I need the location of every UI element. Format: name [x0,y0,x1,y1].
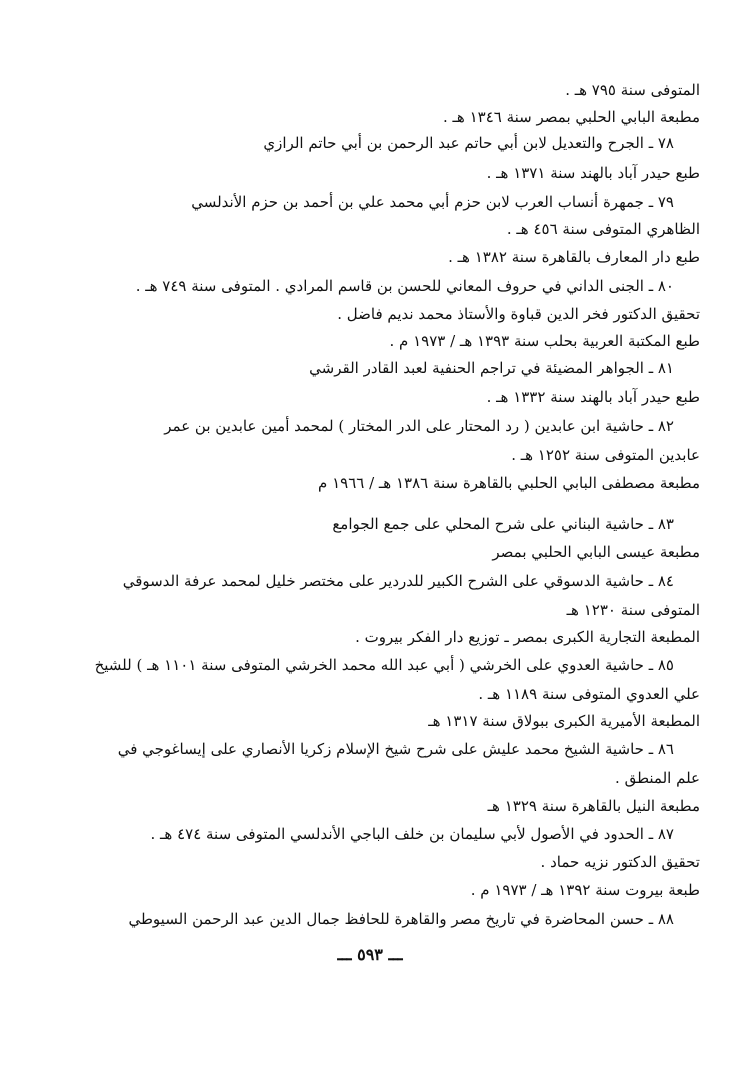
text-line: المتوفى سنة ١٢٣٠ هـ [566,601,700,619]
entry-88: ٨٨ ـ حسن المحاضرة في تاريخ مصر والقاهرة للحافظ جمال الدين عبد الرحمن السيوطي [128,910,674,928]
text-line: تحقيق الدكتور نزيه حماد . [540,853,700,871]
page-number: ـــ ٥٩٣ ـــ [337,945,403,964]
text-line: تحقيق الدكتور فخر الدين قباوة والأستاذ محمد نديم فاضل . [337,305,700,323]
text-line: علم المنطق . [615,769,700,787]
text-line: المتوفى سنة ٧٩٥ هـ . [565,81,700,99]
text-line: مطبعة مصطفى البابي الحلبي بالقاهرة سنة ١٣٨٦ هـ / ١٩٦٦ م [318,474,700,492]
text-line: طبعة بيروت سنة ١٣٩٢ هـ / ١٩٧٣ م . [470,881,700,899]
text-line: عابدين المتوفى سنة ١٢٥٢ هـ . [511,446,700,464]
entry-86: ٨٦ ـ حاشية الشيخ محمد عليش على شرح شيخ الإسلام زكريا الأنصاري على إيساغوجي في [117,740,674,758]
text-line: طبع المكتبة العربية بحلب سنة ١٣٩٣ هـ / ١٩٧٣ م . [389,332,700,350]
text-line: طبع حيدر آباد بالهند سنة ١٣٣٢ هـ . [486,388,700,406]
text-line: الظاهري المتوفى سنة ٤٥٦ هـ . [506,220,700,238]
entry-79: ٧٩ ـ جمهرة أنساب العرب لابن حزم أبي محمد علي بن أحمد بن حزم الأندلسي [191,193,674,211]
entry-83: ٨٣ ـ حاشية البناني على شرح المحلي على جمع الجوامع [332,515,674,533]
text-line: علي العدوي المتوفى سنة ١١٨٩ هـ . [478,685,700,703]
entry-80: ٨٠ ـ الجنى الداني في حروف المعاني للحسن بن قاسم المرادي . المتوفى سنة ٧٤٩ هـ . [135,277,674,295]
text-line: مطبعة البابي الحلبي بمصر سنة ١٣٤٦ هـ . [442,108,700,126]
entry-81: ٨١ ـ الجواهر المضيئة في تراجم الحنفية لعبد القادر القرشي [309,359,674,377]
entry-82: ٨٢ ـ حاشية ابن عابدين ( رد المحتار على الدر المختار ) لمحمد أمين عابدين بن عمر [164,417,674,435]
text-line: المطبعة التجارية الكبرى بمصر ـ توزيع دار الفكر بيروت . [355,628,700,646]
text-line: طبع دار المعارف بالقاهرة سنة ١٣٨٢ هـ . [448,248,700,266]
text-line: مطبعة عيسى البابي الحلبي بمصر [492,543,700,561]
text-line: المطبعة الأميرية الكبرى ببولاق سنة ١٣١٧ هـ [428,712,700,730]
entry-87: ٨٧ ـ الحدود في الأصول لأبي سليمان بن خلف الباجي الأندلسي المتوفى سنة ٤٧٤ هـ . [150,825,674,843]
entry-84: ٨٤ ـ حاشية الدسوقي على الشرح الكبير للدردير على مختصر خليل لمحمد عرفة الدسوقي [122,572,674,590]
text-line: طبع حيدر آباد بالهند سنة ١٣٧١ هـ . [486,164,700,182]
entry-78: ٧٨ ـ الجرح والتعديل لابن أبي حاتم عبد الرحمن بن أبي حاتم الرازي [263,134,674,152]
entry-85: ٨٥ ـ حاشية العدوي على الخرشي ( أبي عبد الله محمد الخرشي المتوفى سنة ١١٠١ هـ ) للشيخ [94,656,674,674]
text-line: مطبعة النيل بالقاهرة سنة ١٣٢٩ هـ [487,797,700,815]
